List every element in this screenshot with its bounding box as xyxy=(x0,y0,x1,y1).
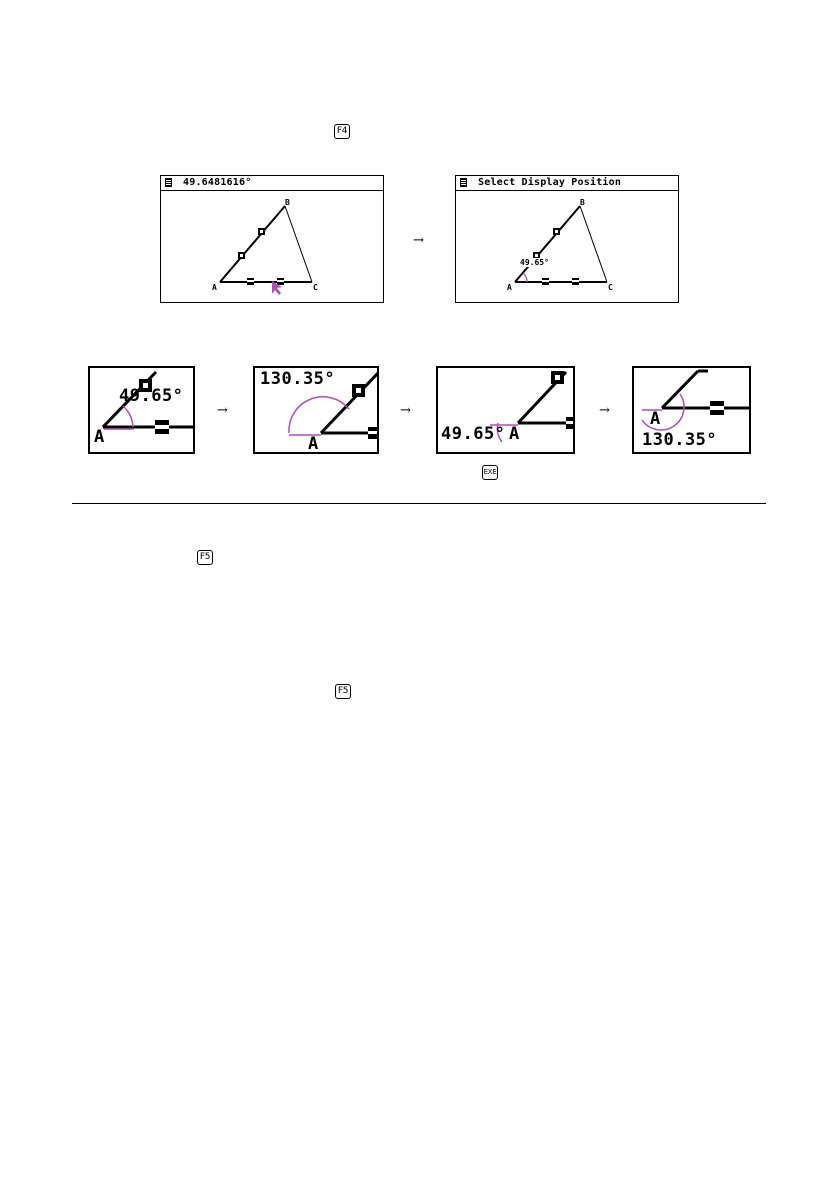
calculator-screen-1 xyxy=(160,175,384,303)
vertex-label-b: B xyxy=(285,198,290,207)
vertex-label-b: B xyxy=(580,198,585,207)
vertex-label-a: A xyxy=(650,409,661,429)
angle-value-label: 49.65° xyxy=(119,386,184,406)
angle-detail-figure xyxy=(90,368,195,454)
vertex-label-c: C xyxy=(313,283,318,292)
angle-arc xyxy=(523,273,527,282)
arrow-right: → xyxy=(599,403,610,418)
vertex-label-a: A xyxy=(507,283,512,292)
zoom-panel-1 xyxy=(88,366,195,454)
vertex-label-a: A xyxy=(94,427,105,447)
zoom-panel-4 xyxy=(632,366,751,454)
arrow-right: → xyxy=(400,403,411,418)
vertex-label-c: C xyxy=(608,283,613,292)
zoom-panel-2 xyxy=(253,366,379,454)
angle-value-label: 49.65° xyxy=(441,424,506,444)
triangle-figure xyxy=(161,176,385,304)
zoom-panel-3 xyxy=(436,366,575,454)
vertex-label-a: A xyxy=(212,283,217,292)
f5-key: F5 xyxy=(197,550,213,565)
status-text: Select Display Position xyxy=(478,177,622,188)
section-divider xyxy=(72,503,766,504)
angle-value-label: 130.35° xyxy=(642,430,718,450)
angle-arc xyxy=(642,394,684,430)
vertex-label-a: A xyxy=(509,424,520,444)
angle-value-label: 49.65° xyxy=(520,258,549,267)
triangle-figure xyxy=(456,176,680,304)
status-text: 49.6481616° xyxy=(183,177,252,188)
angle-arc xyxy=(123,406,133,427)
arrow-right: → xyxy=(217,403,228,418)
f5-key: F5 xyxy=(335,684,351,699)
vertex-label-a: A xyxy=(308,434,319,454)
exe-key: EXE xyxy=(482,465,498,480)
f4-key: F4 xyxy=(334,124,350,139)
calculator-screen-2 xyxy=(455,175,679,303)
angle-value-label: 130.35° xyxy=(260,369,336,389)
arrow-right: → xyxy=(413,233,424,248)
